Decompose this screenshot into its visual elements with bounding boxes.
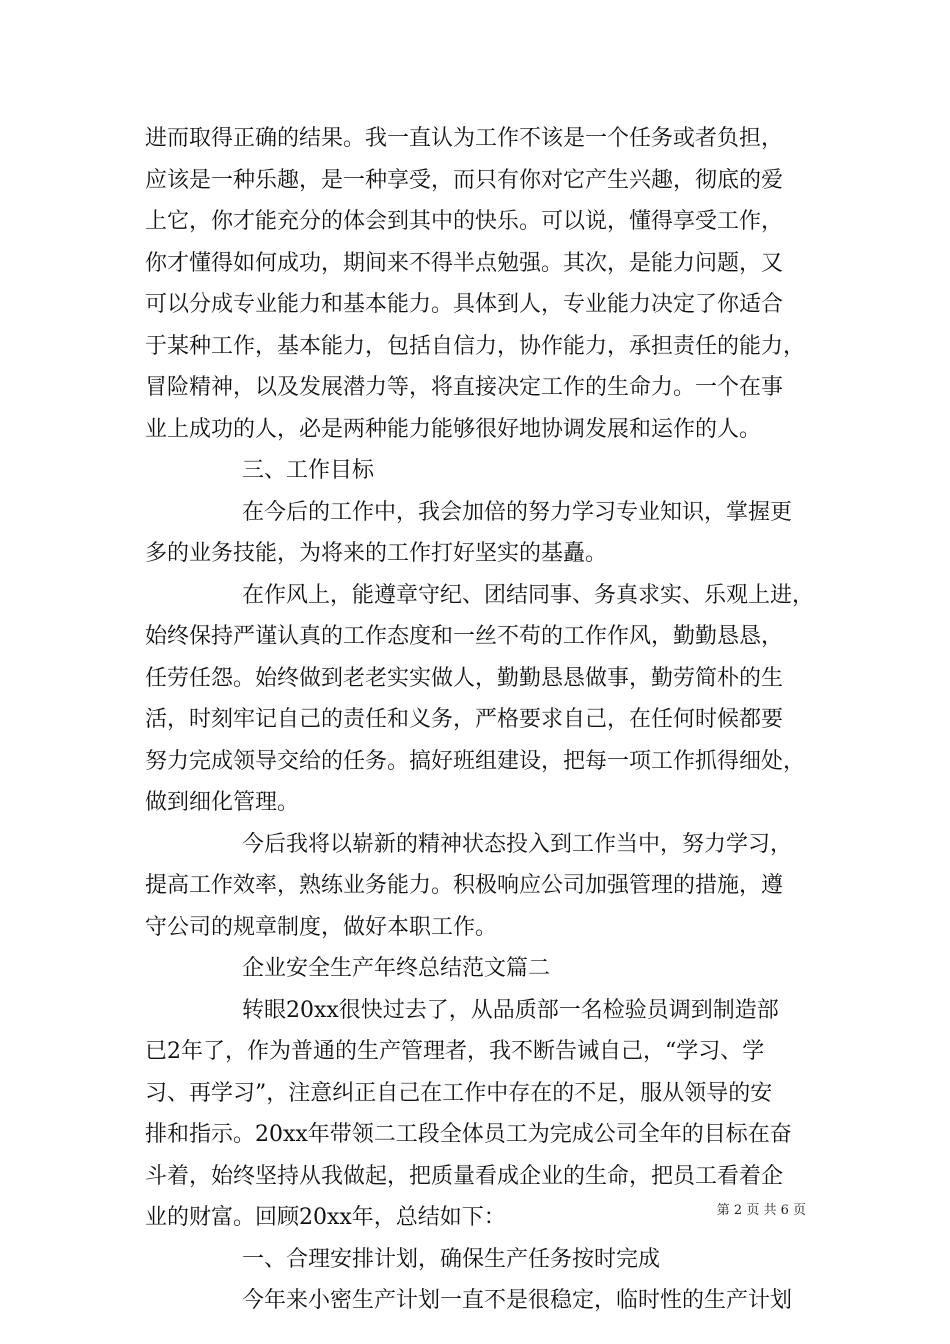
text-line: 业上成功的人，必是两种能力能够很好地协调发展和运作的人。: [145, 416, 762, 442]
text-line: 今年来小密生产计划一直不是很稳定，临时性的生产计划: [242, 1288, 793, 1313]
text-line: 应该是一种乐趣，是一种享受，而只有你对它产生兴趣，彻底的爱: [145, 167, 784, 193]
text-line: 转眼20xx很快过去了，从品质部一名检验员调到制造部: [242, 997, 779, 1023]
text-line: 活，时刻牢记自己的责任和义务，严格要求自己，在任何时候都要: [145, 707, 784, 732]
text-line: 做到细化管理。: [145, 790, 300, 815]
text-line: 守公司的规章制度，做好本职工作。: [145, 914, 498, 940]
text-line: 始终保持严谨认真的工作态度和一丝不苟的工作作风，勤勤恳恳，: [145, 624, 784, 649]
text-line: 排和指示。20xx年带领二工段全体员工为完成公司全年的目标在奋: [145, 1122, 792, 1147]
text-line: 斗着，始终坚持从我做起，把质量看成企业的生命，把员工看着企: [145, 1163, 784, 1189]
document-body: [145, 118, 815, 1322]
text-line: 今后我将以崭新的精神状态投入到工作当中，努力学习，: [242, 831, 793, 857]
text-line: 努力完成领导交给的任务。搞好班组建设，把每一项工作抓得细处，: [145, 748, 806, 774]
text-line: 进而取得正确的结果。我一直认为工作不该是一个任务或者负担，: [145, 126, 784, 151]
text-line: 提高工作效率，熟练业务能力。积极响应公司加强管理的措施，遵: [145, 873, 784, 898]
text-line: 在作风上，能遵章守纪、团结同事、务真求实、乐观上进，: [242, 582, 815, 608]
text-line: 习、再学习”，注意纠正自己在工作中存在的不足，服从领导的安: [145, 1080, 773, 1106]
page-number-footer: 第 2 页 共 6 页: [716, 1203, 806, 1218]
text-line: 在今后的工作中，我会加倍的努力学习专业知识，掌握更: [242, 499, 793, 525]
text-line: 企业安全生产年终总结范文篇二: [242, 956, 551, 981]
text-line: 一、合理安排计划，确保生产任务按时完成: [242, 1246, 661, 1272]
text-line: 已2年了，作为普通的生产管理者，我不断告诫自己，“学习、学: [145, 1039, 765, 1064]
text-line: 可以分成专业能力和基本能力。具体到人，专业能力决定了你适合: [145, 292, 784, 317]
text-line: 业的财富。回顾20xx年，总结如下：: [145, 1205, 506, 1230]
text-line: 多的业务技能，为将来的工作打好坚实的基矗。: [145, 541, 608, 566]
text-line: 上它，你才能充分的体会到其中的快乐。可以说，懂得享受工作，: [145, 209, 784, 234]
text-line: 三、工作目标: [242, 458, 375, 483]
text-line: 冒险精神，以及发展潜力等，将直接决定工作的生命力。一个在事: [145, 375, 784, 400]
text-line: 你才懂得如何成功，期间来不得半点勉强。其次，是能力问题，又: [145, 250, 784, 276]
text-line: 于某种工作，基本能力，包括自信力，协作能力，承担责任的能力，: [145, 333, 806, 359]
text-line: 任劳任怨。始终做到老老实实做人，勤勤恳恳做事，勤劳简朴的生: [145, 665, 784, 691]
